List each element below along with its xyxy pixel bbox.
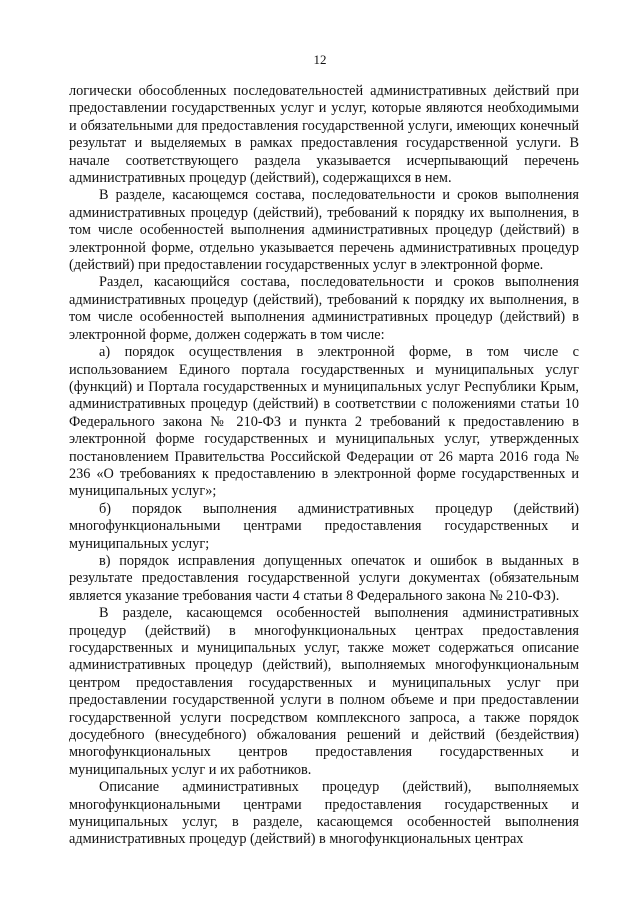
paragraph-2: В разделе, касающемся состава, последовательности и сроков выполнения административных процедур (действий), требований к порядку их выполнения, в том числе особенностей выполнения административных процедур (действий) в электронной форме, отдельно указывается перечень административных процедур (действий) при предоставлении государственных услуг в электронной форме. [69,187,579,274]
paragraph-5-item-b: б) порядок выполнения административных процедур (действий) многофункциональными центрами предоставления государственных и муниципальных услуг; [69,500,579,552]
paragraph-6-item-v: в) порядок исправления допущенных опечаток и ошибок в выданных в результате предоставления государственной услуги документах (обязательным является указание требования части 4 статьи 8 Федерального закона № 210-ФЗ). [69,552,579,604]
document-body [69,83,579,849]
paragraph-8: Описание административных процедур (действий), выполняемых многофункциональными центрами предоставления государственных и муниципальных услуг, в разделе, касающемся особенностей выполнения административных процедур (действий) в многофункциональных центрах [69,779,579,848]
paragraph-3: Раздел, касающийся состава, последовательности и сроков выполнения административных процедур (действий), требований к порядку их выполнения, в том числе особенностей выполнения административных процедур (действий) в электронной форме, должен содержать в том числе: [69,274,579,343]
paragraph-7: В разделе, касающемся особенностей выполнения административных процедур (действий) в многофункциональных центрах предоставления государственных и муниципальных услуг, также может содержаться описание административных процедур (действий), выполняемых многофункциональным центром предоставления государственных и муниципальных услуг при предоставлении государственной услуги в полном объеме и при предоставлении государственной услуги посредством комплексного запроса, а также порядок досудебного (внесудебного) обжалования решений и действий (бездействия) многофункциональных центров предоставления государственных и муниципальных услуг и их работников. [69,605,579,778]
page-number: 12 [313,52,327,67]
paragraph-1: логически обособленных последовательностей административных действий при предоставлении государственных услуг и услуг, которые являются необходимыми и обязательными для предоставления государственной услуги, имеющих конечный результат и выделяемых в рамках предоставления государственной услуги. В начале соответствующего раздела указывается исчерпывающий перечень административных процедур (действий), содержащихся в нем. [69,83,579,187]
paragraph-4-item-a: а) порядок осуществления в электронной форме, в том числе с использованием Единого портала государственных и муниципальных услуг (функций) и Портала государственных и муниципальных услуг Республики Крым, административных процедур (действий) в соответствии с положениями статьи 10 Федерального закона № 210-ФЗ и пункта 2 требований к предоставлению в электронной форме государственных и муниципальных услуг, утвержденных постановлением Правительства Российской Федерации от 26 марта 2016 года № 236 «О требованиях к предоставлению в электронной форме государственных и муниципальных услуг»; [69,344,579,500]
